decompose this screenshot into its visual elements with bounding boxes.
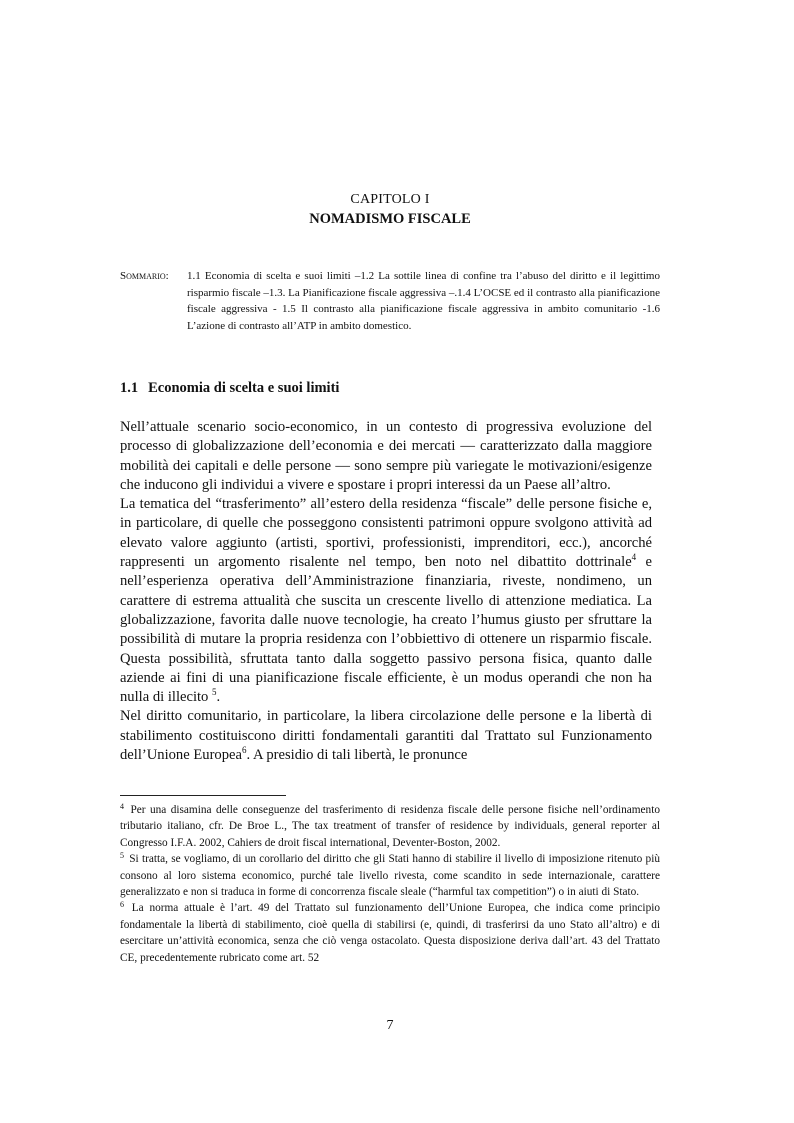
paragraph-2-text-b: e nell’esperienza operativa dell’Amministrazione finanziaria, riveste, nondimeno, un carattere di estrema attualità che suscita un crescente livello di attenzione mediatica. La globalizzazione, favorita dalle nuove tecnologie, ha creato l’humus giusto per sfruttare la possibilità di mutare la propria residenza con l’obbiettivo di ottenere un risparmio fiscale. Questa possibilità, sfruttata tanto dalla soggetto passivo persona fisica, quanto dalle aziende ai fini di una pianificazione fiscale efficiente, è un modus operandi che non ha nulla di illecito [120,554,652,706]
footnote-text: Per una disamina delle conseguenze del trasferimento di residenza fiscale delle persone fisiche nell’ordinamento tributario italiano, cfr. De Broe L., The tax treatment of transfer of residence by individuals, general reporter al Congresso I.F.A. 2002, Cahiers de droit fiscal international, Deventer-Boston, 2002. [120,804,660,849]
footnote-mark: 5 [120,851,124,861]
chapter-label: CAPITOLO I [350,192,430,207]
footnote-4 [120,802,660,851]
footnote-ref-4[interactable]: 4 [631,552,637,563]
footnotes [120,802,660,966]
section-number: 1.1 [120,380,139,396]
footnote-6 [120,900,660,966]
section-title: Economia di scelta e suoi limiti [148,380,340,396]
footnote-mark: 4 [120,802,124,811]
footnote-text: Si tratta, se vogliamo, di un corollario del diritto che gli Stati hanno di stabilire il livello di imposizione ritenuto più consono al loro sistema economico, purché tale livello rivesta, come scandito in sede internazionale, carattere generalizzato e non si traduca in forme di concorrenza fiscale sleale (“harmful tax competition”) o in aiuti di Stato. [120,853,660,899]
paragraph-1: Nell’attuale scenario socio-economico, in un contesto di progressiva evoluzione del processo di globalizzazione dell’economia e dei mercati — caratterizzato dalla maggiore mobilità dei capitali e delle persone — sono sempre più variegate le motivazioni/esigenze che inducono gli individui a vivere e spostare i propri interessi da un Paese all’altro. [120,419,652,493]
summary-label: Sommario: [120,270,169,282]
paragraph-2-text-a: La tematica del “trasferimento” all’estero della residenza “fiscale” delle persone fisiche e, in particolare, di quelle che posseggono consistenti patrimoni oppure svolgono attività ad elevato valore aggiunto (artisti, sportivi, professionisti, imprenditori, ecc.), ancorché rappresenti un argomento risalente nel tempo, ben noto nel dibattito dottrinale [120,496,652,571]
paragraph-2-text-c: . [216,689,221,706]
footnote-ref-6[interactable]: 6 [241,745,247,756]
section-heading [120,380,339,397]
page-number: 7 [386,1018,394,1033]
chapter-title: NOMADISMO FISCALE [309,211,471,227]
footnote-mark: 6 [120,900,124,910]
footnote-text: La norma attuale è l’art. 49 del Trattato sul funzionamento dell’Unione Europea, che indica come principio fondamentale la libertà di stabilimento, cioè quella di stabilirsi (e, quindi, di trasferirsi da uno Stato all’altro) e di esercitare un’attività economica, senza che ciò venga ostacolato. Questa disposizione deriva dall’art. 43 del Trattato CE, precedentemente rubricato come art. 52 [120,902,661,964]
summary-text: 1.1 Economia di scelta e suoi limiti –1.2 La sottile linea di confine tra l’abuso del diritto e il legittimo risparmio fiscale –1.3. La Pianificazione fiscale aggressiva –.1.4 L’OCSE ed il contrasto alla pianificazione fiscale aggressiva - 1.5 Il contrasto alla pianificazione fiscale aggressiva in ambito comunitario -1.6 L’azione di contrasto all’ATP in ambito domestico. [187,270,660,332]
footnote-5 [120,851,660,900]
paragraph-3-text-a: Nel diritto comunitario, in particolare, la libera circolazione delle persone e la libertà di stabilimento costituiscono diritti fondamentali garantiti dal Trattato sul Funzionamento dell’Unione Europea [120,708,652,764]
paragraph-3-text-b: . A presidio di tali libertà, le pronunce [246,747,468,764]
footnote-separator [120,795,286,796]
paragraph-3 [120,707,652,765]
paragraph-2 [120,495,652,707]
body-text [120,418,652,765]
footnote-ref-5[interactable]: 5 [212,687,217,698]
